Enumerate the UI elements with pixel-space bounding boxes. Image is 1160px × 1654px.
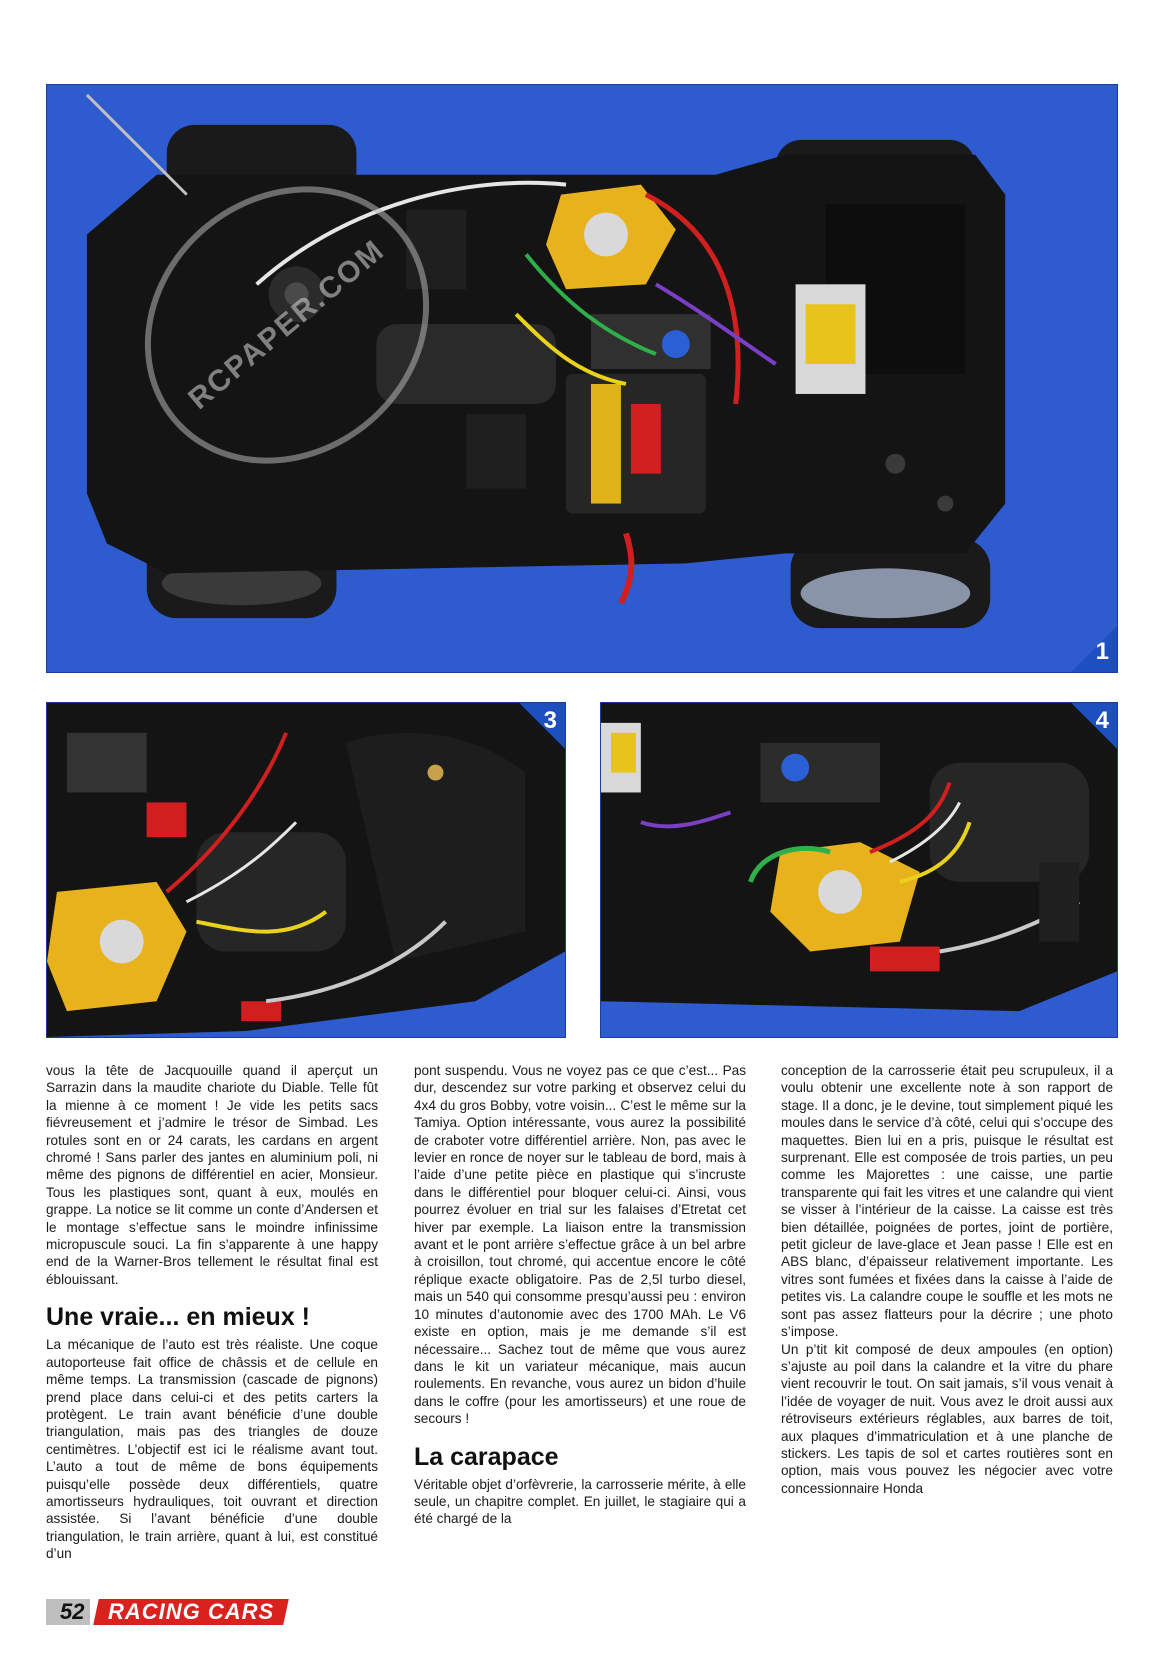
article-column-1	[46, 1062, 378, 1563]
article-column-3	[781, 1062, 1113, 1497]
photo-front-steering-detail	[46, 702, 566, 1038]
front-steering-illustration	[47, 703, 565, 1037]
speed-controller	[591, 314, 711, 369]
page-footer	[46, 1597, 287, 1627]
article-paragraph: conception de la carrosserie était peu scrupuleux, il a voulu obtenir une excellente note à son rapport de stage. Il a donc, je le devine, tout simplement piqué les moules dans le service d’à côté, celui qui s’occupe des maquettes. Bien lui en a pris, puisque le résultat est surprenant. Elle est composée de trois parties, un peu comme les Majorettes : une caisse, une partie transparente qui fait les vitres et une calandre qui vient se visser à l’intérieur de la caisse. La caisse est très bien détaillée, poignées de portes, joint de portière, petit gicleur de lave-glace et Jean passe ! Elle est en ABS blanc, d’épaisseur relativement importante. Les vitres sont fumées et fixées dans la caisse à l’aide de petites vis. La calandre coupe le souffle et les mots ne sont pas assez flatteurs pour la décrire ; une photo s’impose.	[781, 1063, 1113, 1340]
photo-servo-wiring-detail	[600, 702, 1118, 1038]
photo-number-badge: 3	[519, 703, 565, 749]
photo-number-badge: 1	[1071, 626, 1117, 672]
throttle-servo	[466, 414, 526, 489]
article-paragraph: Un p’tit kit composé de deux ampoules (en option) s’ajuste au poil dans la calandre et la vitre du phare vient recouvrir le tout. On sait jamais, s’il vous venait à l’idée de voyager de nuit. Vous avez le droit aussi aux rétroviseurs extérieurs réglables, aux barres de toit, aux plaques d’immatriculation et à une planche de stickers. Les tapis de sol et cartes routières sont en option, mais vous pouvez les négocier avec votre concessionnaire Honda	[781, 1341, 1113, 1496]
magazine-title: RACING CARS	[108, 1599, 275, 1624]
section-heading: Une vraie... en mieux !	[46, 1303, 310, 1332]
article-column-2	[414, 1062, 746, 1528]
page-number: 52	[46, 1599, 90, 1625]
servo	[1039, 862, 1079, 942]
photo-number-badge: 4	[1071, 703, 1117, 749]
magazine-logo	[94, 1599, 290, 1625]
photo-chassis-top-view	[46, 84, 1118, 673]
servo-wiring-illustration	[601, 703, 1117, 1037]
article-paragraph: vous la tête de Jacquouille quand il aperçut un Sarrazin dans la maudite chariote du Diable. Telle fût la mienne à ce moment ! Je vide les petits sacs fiévreusement et j’admire le trésor de Simbad. Les rotules sont en or 24 carats, les cardans en argent chromé ! Sans parler des jantes en aluminium poli, ni même des pignons de différentiel en acier, Monsieur. Tous les plastiques sont, quant à eux, moulés en grappe. La notice se lit comme un conte d’Andersen et le montage s’effectue sans le moindre infinissime micropuscule souci. La fin s’apparente à une happy end de la Warner-Bros tellement le résultat final est éblouissant.	[46, 1063, 378, 1287]
article-paragraph: La mécanique de l’auto est très réaliste. Une coque autoporteuse fait office de châssis et de cellule en même temps. La transmission (cascade de pignons) prend place dans celui-ci et des petits carters la protègent. Le train avant bénéficie d’une double triangulation, mais pas des triangles de douze centimètres. L’objectif est ici le réalisme avant tout. L’auto a tout de même de bons équipements puisqu’elle possède deux différentiels, quatre amortisseurs hydrauliques, toit ouvrant et direction assistée. Si l’avant bénéficie d’une double triangulation, le train arrière, quant à lui, est constitué d’un	[46, 1337, 378, 1562]
watermark-stamp: RCPAPER.COM	[89, 129, 486, 521]
article-paragraph: pont suspendu. Vous ne voyez pas ce que c’est... Pas dur, descendez sur votre parking et observez celui du 4x4 du gros Bobby, votre voisin... C’est le même sur la Tamiya. Option intéressante, vous aurez la possibilité de craboter votre différentiel arrière. Non, pas avec le levier en ronce de noyer sur le tableau de bord, mais à l’aide d’une petite pièce en plastique qui s’incruste dans le différentiel pour bloquer celui-ci. Ainsi, vous pourrez évoluer en trial sur les falaises d’Etretat cet hiver par exemple. La liaison entre la transmission avant et le pont arrière s’effectue grâce à un bel arbre à croisillon, tout chromé, qui accentue encore le côté réplique exacte obligatoire. Pas de 2,5l turbo diesel, mais un 540 qui consomme presqu’aussi peu : environ 10 minutes d’autonomie avec des 1700 MAh. Le V6 existe en option, mais je me demande s’il est nécessaire... Sachez tout de même que vous aurez dans le kit un variateur mécanique, mais aucun roulements. En revanche, vous aurez un bidon d’huile dans le coffre (pour les amortisseurs) et une roue de secours !	[414, 1063, 746, 1427]
section-heading: La carapace	[414, 1442, 559, 1471]
article-paragraph: Véritable objet d’orfèvrerie, la carrosserie mérite, à elle seule, un chapitre complet. En juillet, le stagiaire qui a été chargé de la	[414, 1476, 746, 1527]
speed-controller	[760, 743, 880, 803]
gearbox-housing	[196, 832, 345, 951]
speed-controller	[67, 733, 147, 793]
